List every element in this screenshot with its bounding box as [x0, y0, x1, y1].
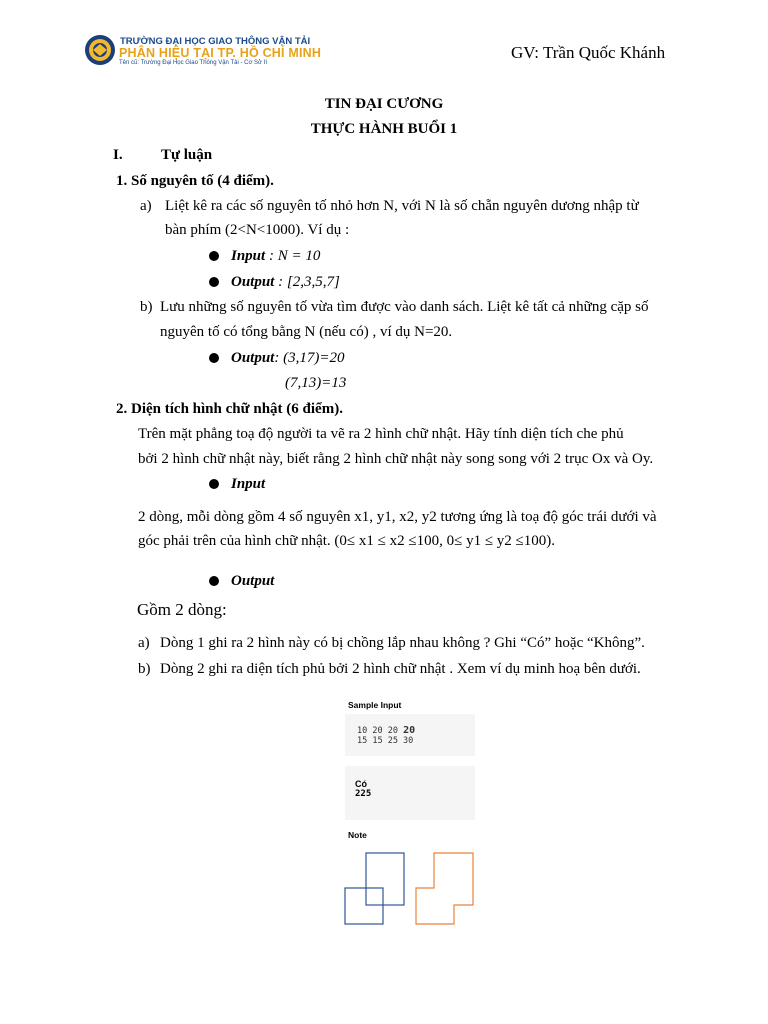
p1-output-value: : [2,3,5,7]: [274, 274, 340, 290]
blue-rectangle-1: [366, 853, 404, 905]
problem-2-heading: 2. Diện tích hình chữ nhật (6 điểm).: [116, 401, 343, 417]
sample-note-title: Note: [348, 830, 367, 840]
sample-input-row-2: 15 15 25 30: [357, 736, 414, 746]
problem-2-desc-line-2: bởi 2 hình chữ nhật này, biết rằng 2 hình chữ nhật này song song với 2 trục Ox và Oy.: [138, 451, 654, 467]
bullet-icon: [209, 251, 219, 261]
bullet-icon: [209, 353, 219, 363]
p1b-output-value-2: (7,13)=13: [285, 375, 347, 391]
problem-1a-marker: a): [140, 198, 152, 214]
section-label: Tự luận: [161, 147, 213, 163]
session-title: THỰC HÀNH BUỔI 1: [310, 121, 458, 137]
p1-input-example: [231, 246, 320, 266]
p2-b-marker: b): [138, 661, 151, 677]
sample-input-title: Sample Input: [348, 700, 402, 710]
blue-rectangle-2: [345, 888, 383, 924]
logo-emblem-icon: [84, 34, 118, 68]
problem-1a-line-2: bàn phím (2<N<1000). Ví dụ :: [165, 222, 350, 238]
p2-input-line-2: góc phải trên của hình chữ nhật. (0≤ x1 ≤ x2 ≤100, 0≤ y1 ≤ y2 ≤100).: [138, 533, 556, 549]
sample-input-row-1: [357, 725, 415, 736]
p2-a-text: Dòng 1 ghi ra 2 hình này có bị chồng lắp nhau không ? Ghi “Có” hoặc “Không”.: [160, 635, 645, 651]
rectangles-illustration: [340, 848, 480, 932]
p2-input-line-1: 2 dòng, mỗi dòng gồm 4 số nguyên x1, y1, x2, y2 tương ứng là toạ độ góc trái dưới và: [138, 509, 657, 525]
p2-a-marker: a): [138, 635, 150, 651]
p1b-output-label: Output: [231, 350, 275, 366]
p1-output-example: [231, 272, 340, 292]
problem-1b-line-1: Lưu những số nguyên tố vừa tìm được vào danh sách. Liệt kê tất cả những cặp số: [160, 299, 649, 315]
bullet-icon: [209, 277, 219, 287]
p1-input-label: Input: [231, 248, 266, 264]
bullet-icon: [209, 576, 219, 586]
sample-output-row-2: 225: [355, 789, 372, 799]
p1-input-value: : N = 10: [265, 248, 321, 264]
logo-line-3: Tên cũ: Trường Đại Học Giao Thông Vận Tải - Cơ Sở II: [119, 60, 267, 66]
p2-output-label: Output: [231, 573, 275, 589]
p2-b-text: Dòng 2 ghi ra diện tích phủ bởi 2 hình chữ nhật . Xem ví dụ minh hoạ bên dưới.: [160, 661, 641, 677]
course-title: TIN ĐẠI CƯƠNG: [324, 96, 444, 112]
sample-input-row-1-a: 10 20 20: [357, 726, 398, 736]
p1-output-label: Output: [231, 274, 275, 290]
logo-line-1: TRƯỜNG ĐẠI HỌC GIAO THÔNG VẬN TẢI: [120, 36, 311, 47]
teacher-name: GV: Trần Quốc Khánh: [511, 43, 666, 62]
p1b-output-example: [231, 348, 344, 368]
problem-1a-line-1: Liệt kê ra các số nguyên tố nhỏ hơn N, với N là số chẵn nguyên dương nhập từ: [165, 198, 639, 214]
p1b-output-value-1: : (3,17)=20: [274, 350, 345, 366]
problem-1-heading: 1. Số nguyên tố (4 điểm).: [116, 173, 274, 189]
p2-output-intro: Gồm 2 dòng:: [137, 600, 227, 619]
logo-line-2: PHÂN HIỆU TẠI TP. HỒ CHÍ MINH: [119, 46, 322, 60]
section-number: I.: [113, 147, 123, 163]
problem-1b-marker: b): [140, 299, 153, 315]
sample-output-row-1: Có: [355, 779, 367, 789]
problem-2-desc-line-1: Trên mặt phẳng toạ độ người ta vẽ ra 2 hình chữ nhật. Hãy tính diện tích che phủ: [138, 426, 624, 442]
p2-input-label: Input: [231, 476, 266, 492]
problem-1b-line-2: nguyên tố có tổng bằng N (nếu có) , ví dụ N=20.: [160, 324, 453, 340]
orange-union-shape: [416, 853, 473, 924]
sample-input-row-1-b: 20: [403, 725, 416, 736]
bullet-icon: [209, 479, 219, 489]
